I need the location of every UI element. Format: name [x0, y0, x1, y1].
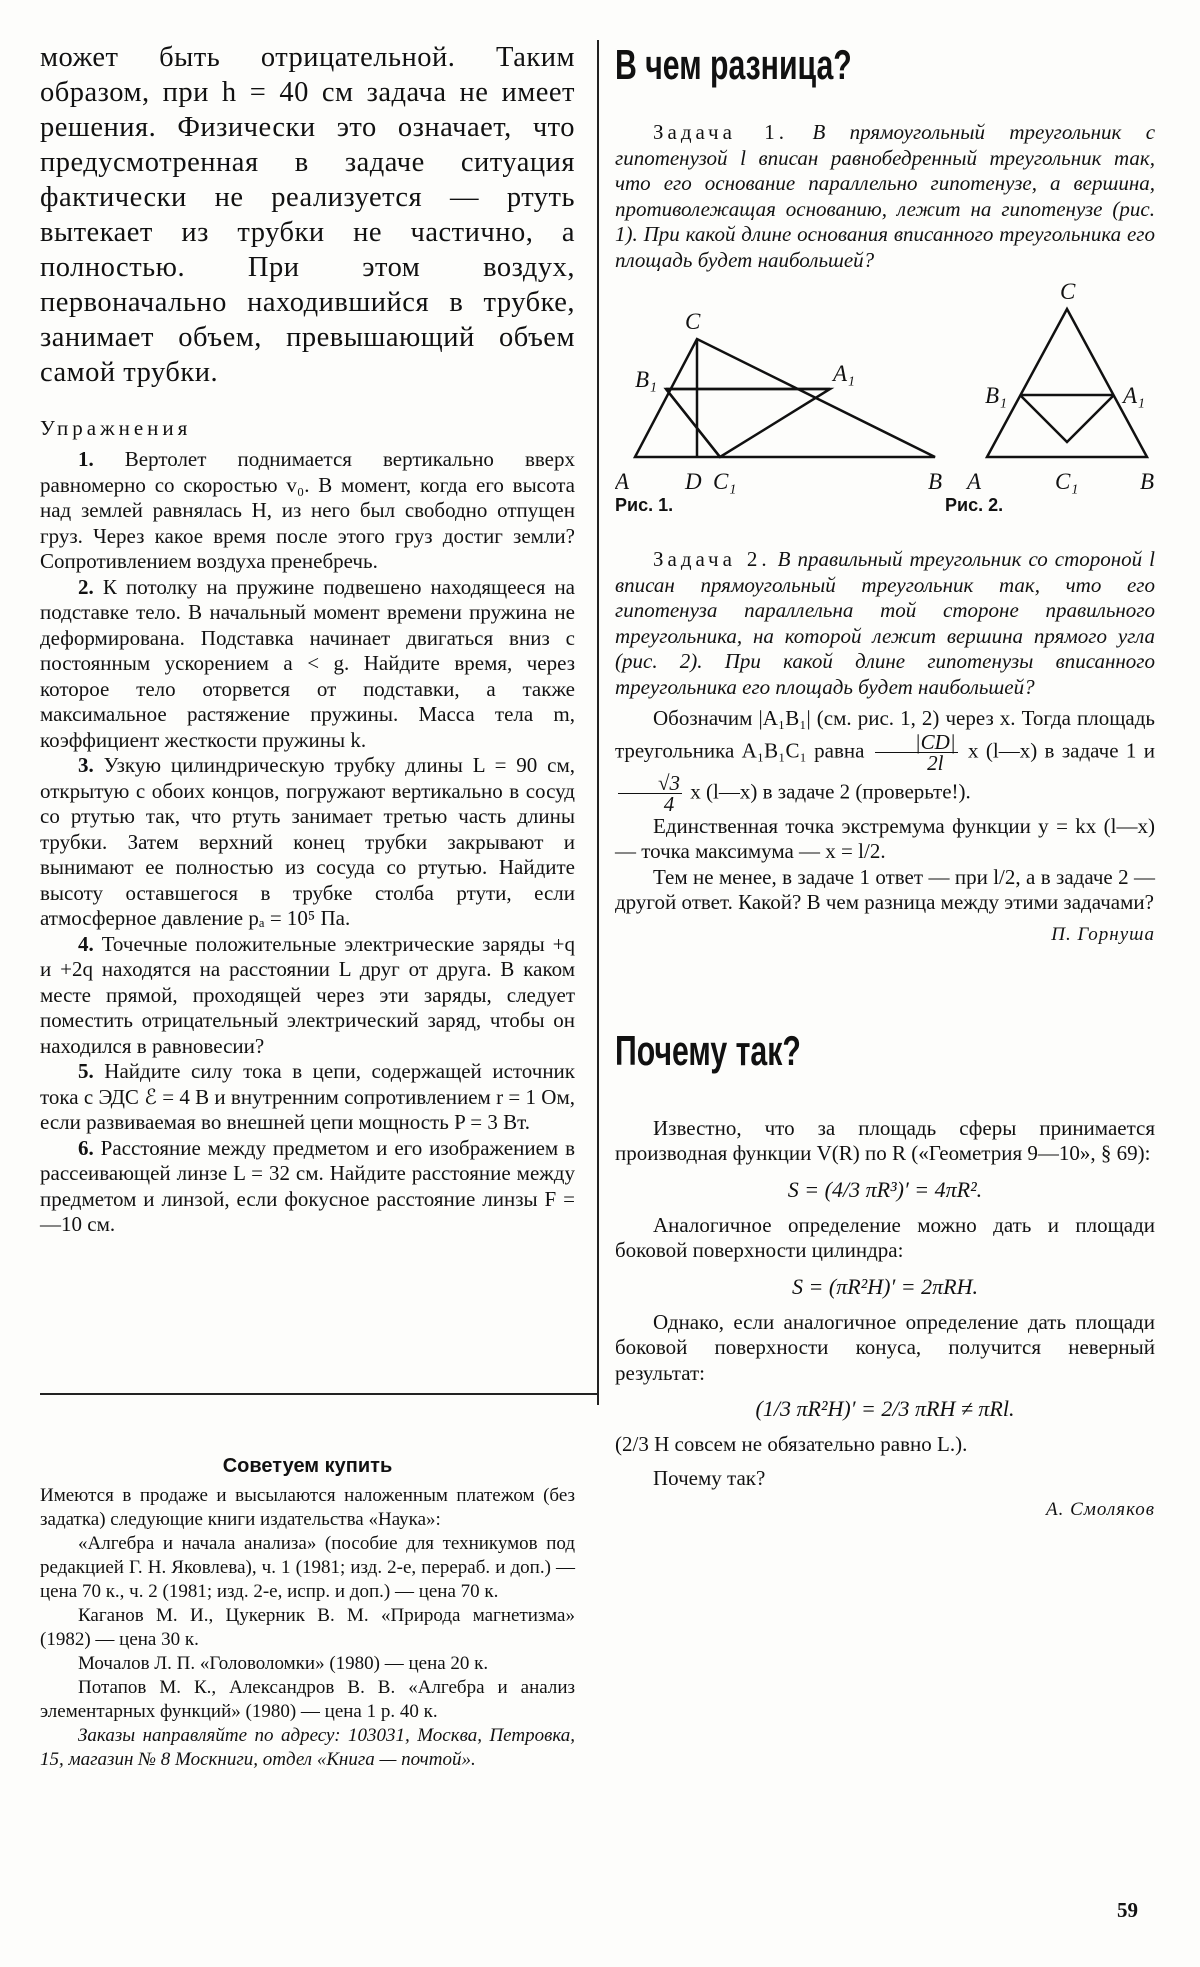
exercise-item — [40, 575, 575, 754]
fig2-inscribed-right-angle — [1020, 395, 1114, 442]
ad-item: Потапов М. К., Александров В. В. «Алгебра и анализ элементарных функций» (1980) — цена 1 р. 40 к. — [40, 1677, 575, 1722]
solution-paragraph-2: Единственная точка экстремума функции y = kx (l—x) — точка максимума — x = l/2. — [615, 813, 1155, 863]
article-heading-difference: В чем разница? — [615, 41, 852, 88]
fig2-label-c: C — [1060, 279, 1076, 304]
formula-cylinder: S = (πR²H)′ = 2πRH. — [792, 1273, 978, 1299]
figure-2-labels — [965, 279, 1154, 494]
why-paragraph-3: Однако, если аналогичное определение дать площади боковой поверхности конуса, получится неверный результат: — [615, 1309, 1155, 1385]
ad-item: «Алгебра и начала анализа» (пособие для техникумов под редакцией Г. Н. Яковлева), ч. 1 (1981; изд. 2-е, перераб. и доп.) — цена 70 к., ч. 2 (1981; изд. 2-е, испр. и доп.) — цена 70 к. — [40, 1533, 575, 1602]
figure-1-drawing — [635, 339, 935, 457]
formula-cone: (1/3 πR²H)′ = 2/3 πRH ≠ πRl. — [755, 1396, 1015, 1421]
task2-text: В правильный треугольник со стороной l вписан прямоугольный треугольник так, что его гипотенуза параллельна той стороне правильного треугольника, на которой лежит вершина прямого угла (рис. 2). При какой длине гипотенузы вписанного треугольника его площадь будет наибольшей? — [615, 547, 1156, 699]
column-divider — [597, 40, 599, 1405]
fig2-label-b: B — [1140, 469, 1155, 494]
fraction-denominator: 4 — [663, 791, 675, 816]
fig1-label-b1: B₁ — [635, 367, 658, 392]
fig2-label-c1: C₁ — [1055, 469, 1079, 494]
figures — [615, 277, 1155, 537]
exercise-text: К потолку на пружине подвешено находящееся на подставке тело. В начальный момент времени пружина не деформирована. Подставка начинает двигаться вниз с постоянным ускорением a < g. Найдите время, через которое тело оторвется от подставки, а также максимальное растяжение пружины. Масса тела m, коэффициент жесткости пружины k. — [40, 574, 576, 752]
task2-paragraph — [615, 547, 1155, 700]
solution-paragraph-1 — [615, 706, 1155, 814]
exercise-item — [40, 447, 575, 575]
fig1-label-a: A — [615, 469, 630, 494]
exercise-number: 6. — [78, 1135, 94, 1160]
section-divider — [40, 1393, 597, 1395]
article-heading-why: Почему так? — [615, 1026, 801, 1074]
ad-item: Каганов М. И., Цукерник В. М. «Природа магнетизма» (1982) — цена 30 к. — [40, 1605, 575, 1650]
fraction-denominator: 2l — [927, 750, 944, 775]
exercise-number: 1. — [78, 447, 94, 471]
intro-paragraph: может быть отрицательной. Таким образом, при h = 40 см задача не имеет решения. Физически это означает, что предусмотренная в задаче ситуация фактически не реализуется — ртуть вытекает из трубки не частично, а полностью. При этом воздух, первоначально находившийся в трубке, занимает объем, превышающий объем самой трубки. — [40, 42, 575, 388]
fraction-sqrt3-over-4 — [618, 770, 682, 816]
exercise-item — [40, 753, 575, 932]
task2-label: Задача 2. — [653, 547, 771, 571]
task1-paragraph — [615, 120, 1155, 273]
exercises-label: Упражнения — [40, 416, 192, 440]
exercise-item — [40, 932, 575, 1060]
exercise-text: Точечные положительные электрические заряды +q и +2q находятся на расстоянии L друг от друга. В каком месте прямой, проходящей через эти заряды, следует поместить отрицательный электрический заряд, чтобы он находился в равновесии? — [40, 931, 576, 1058]
author-signature-2: А. Смоляков — [1046, 1499, 1155, 1520]
solution-text-end: x (l—x) в задаче 2 (проверьте!). — [690, 778, 971, 803]
solution-paragraph-3: Тем не менее, в задаче 1 ответ — при l/2, а в задаче 2 — другой ответ. Какой? В чем разница между этими задачами? — [615, 864, 1155, 914]
fig1-caption: Рис. 1. — [615, 495, 674, 515]
why-paragraph-1: Известно, что за площадь сферы принимается производная функции V(R) по R («Геометрия 9—10», § 69): — [615, 1115, 1155, 1165]
fraction-numerator: |CD| — [875, 732, 958, 753]
left-column — [40, 40, 576, 1770]
fig2-label-a: A — [967, 469, 982, 494]
fig1-label-d: D — [685, 469, 702, 494]
exercise-item — [40, 1136, 575, 1238]
author-signature-1: П. Горнуша — [1051, 923, 1155, 945]
page-number: 59 — [1117, 1898, 1138, 1922]
fig1-label-c1: C₁ — [713, 469, 737, 494]
fig1-label-a1: A₁ — [833, 361, 856, 386]
fig1-triangle-abc — [635, 339, 935, 457]
task1-label: Задача 1. — [653, 120, 789, 144]
fig1-label-b: B — [928, 469, 943, 494]
exercise-text: Расстояние между предметом и его изображением в рассеивающей линзе L = 32 см. Найдите расстояние между предметом и линзой, если фокусное расстояние линзы F = —10 см. — [40, 1135, 576, 1236]
solution-text-start: Обозначим |A₁B₁| (см. рис. 1, 2) через x. Тогда площадь треугольника A₁B₁C₁ равна — [615, 706, 1155, 762]
ad-item: Мочалов Л. П. «Головоломки» (1980) — цена 20 к. — [78, 1653, 489, 1674]
why-paragraph-2: Аналогичное определение можно дать и площади боковой поверхности цилиндра: — [615, 1212, 1155, 1262]
fig1-label-c: C — [685, 309, 701, 334]
fig2-label-b1: B₁ — [985, 383, 1008, 408]
fig2-caption: Рис. 2. — [945, 495, 1004, 515]
solution-text-middle: x (l—x) в задаче 1 и — [967, 737, 1156, 762]
fraction-numerator: √3 — [618, 773, 682, 794]
right-column — [615, 40, 1155, 1521]
exercise-text: Узкую цилиндрическую трубку длины L = 90 см, открытую с обоих концов, погружают вертикально в сосуд со ртутью так, что ртуть занимает третью часть длины трубки. Затем верхний конец трубки закрывают и вынимают ее полностью из сосуда со ртутью. Найдите высоту оставшегося в трубке столба ртути, если атмосферное давление pₐ = 10⁵ Па. — [40, 753, 576, 930]
exercise-text: Найдите силу тока в цепи, содержащей источник тока с ЭДС ℰ = 4 В и внутренним сопротивлением r = 1 Ом, если развиваемая во внешней цепи мощность P = 3 Вт. — [40, 1059, 575, 1134]
fraction-cd-over-2l — [875, 729, 958, 775]
exercise-number: 5. — [78, 1059, 94, 1083]
fig2-label-a1: A₁ — [1123, 383, 1146, 408]
exercise-item — [40, 1059, 575, 1136]
exercise-number: 3. — [78, 753, 94, 777]
ad-order-address: Заказы направляйте по адресу: 103031, Москва, Петровка, 15, магазин № 8 Москниги, отдел «Книга — почтой». — [40, 1725, 575, 1770]
why-question: Почему так? — [653, 1465, 766, 1490]
exercise-number: 2. — [78, 574, 94, 599]
exercises-list — [40, 447, 575, 1238]
formula-sphere: S = (4/3 πR³)′ = 4πR². — [787, 1176, 983, 1202]
figures-svg — [615, 277, 1155, 517]
exercise-text: Вертолет поднимается вертикально вверх равномерно со скоростью v₀. В момент, когда его высота над землей равнялась H, из него был свободно отпущен груз. Через какое время после этого груз достиг земли? Сопротивлением воздуха пренебречь. — [40, 447, 575, 573]
ad-title: Советуем купить — [222, 1455, 393, 1477]
book-ad — [40, 1455, 575, 1772]
ad-intro: Имеются в продаже и высылаются наложенным платежом (без задатка) следующие книги издательства «Наука»: — [40, 1485, 575, 1530]
why-paragraph-4: (2/3 H совсем не обязательно равно L.). — [615, 1432, 968, 1456]
task1-text: В прямоугольный треугольник с гипотенузой l вписан равнобедренный треугольник так, что его основание параллельно гипотенузе, а вершина, противолежащая основанию, лежит на гипотенузе (рис. 1). При какой длине основания вписанного треугольника его площадь будет наибольшей? — [615, 120, 1156, 272]
exercise-number: 4. — [78, 931, 94, 956]
fig1-inscribed-triangle — [666, 389, 830, 457]
